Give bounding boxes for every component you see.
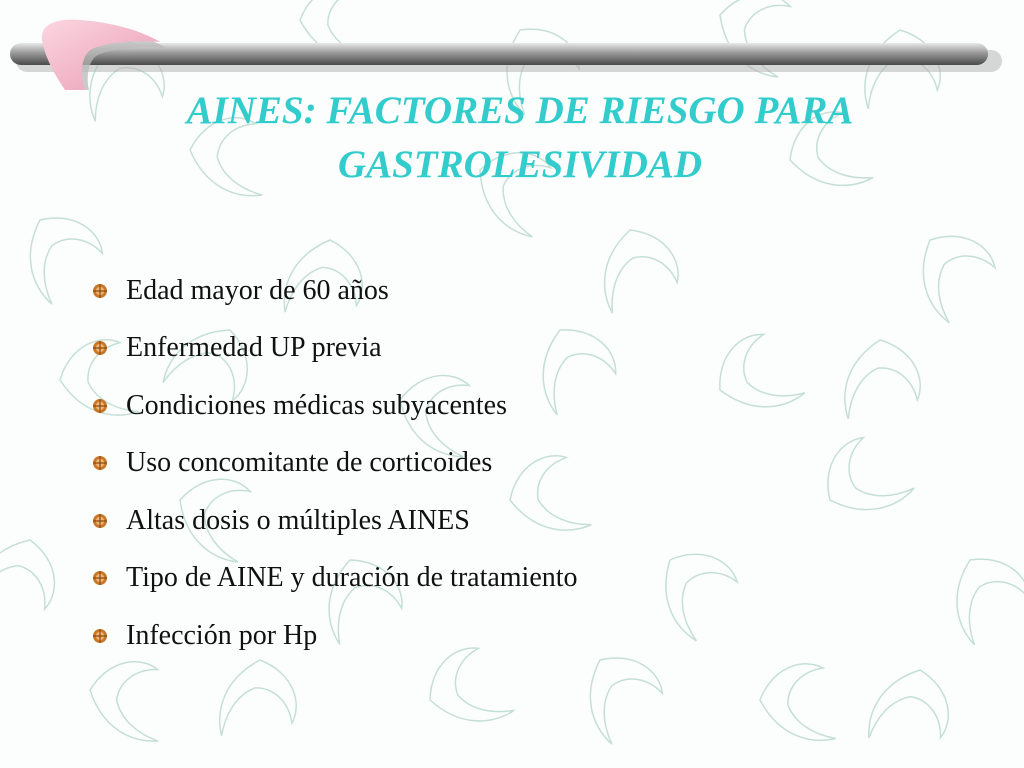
list-item (92, 550, 578, 608)
orange-gear-bullet-icon (92, 513, 108, 529)
list-item (92, 435, 578, 493)
orange-gear-bullet-icon (92, 570, 108, 586)
bullet-text: Enfermedad UP previa (126, 332, 382, 364)
bullet-text: Edad mayor de 60 años (126, 274, 389, 306)
list-item (92, 262, 578, 320)
orange-gear-bullet-icon (92, 398, 108, 414)
list-item (92, 320, 578, 378)
orange-gear-bullet-icon (92, 340, 108, 356)
bullet-text: Uso concomitante de corticoides (126, 447, 493, 479)
title-line-2: GASTROLESIVIDAD (337, 143, 703, 186)
orange-gear-bullet-icon (92, 283, 108, 299)
list-item (92, 492, 578, 550)
orange-gear-bullet-icon (92, 628, 108, 644)
title-line-1: AINES: FACTORES DE RIESGO PARA (186, 89, 854, 132)
bullet-list (92, 262, 578, 665)
bullet-text: Infección por Hp (126, 619, 318, 651)
bullet-text: Condiciones médicas subyacentes (126, 389, 508, 421)
orange-gear-bullet-icon (92, 455, 108, 471)
bullet-text: Tipo de AINE y duración de tratamiento (126, 562, 578, 594)
list-item (92, 607, 578, 665)
list-item (92, 377, 578, 435)
slide-title (100, 84, 940, 192)
decorative-rod (10, 0, 1010, 90)
bullet-text: Altas dosis o múltiples AINES (126, 504, 470, 536)
